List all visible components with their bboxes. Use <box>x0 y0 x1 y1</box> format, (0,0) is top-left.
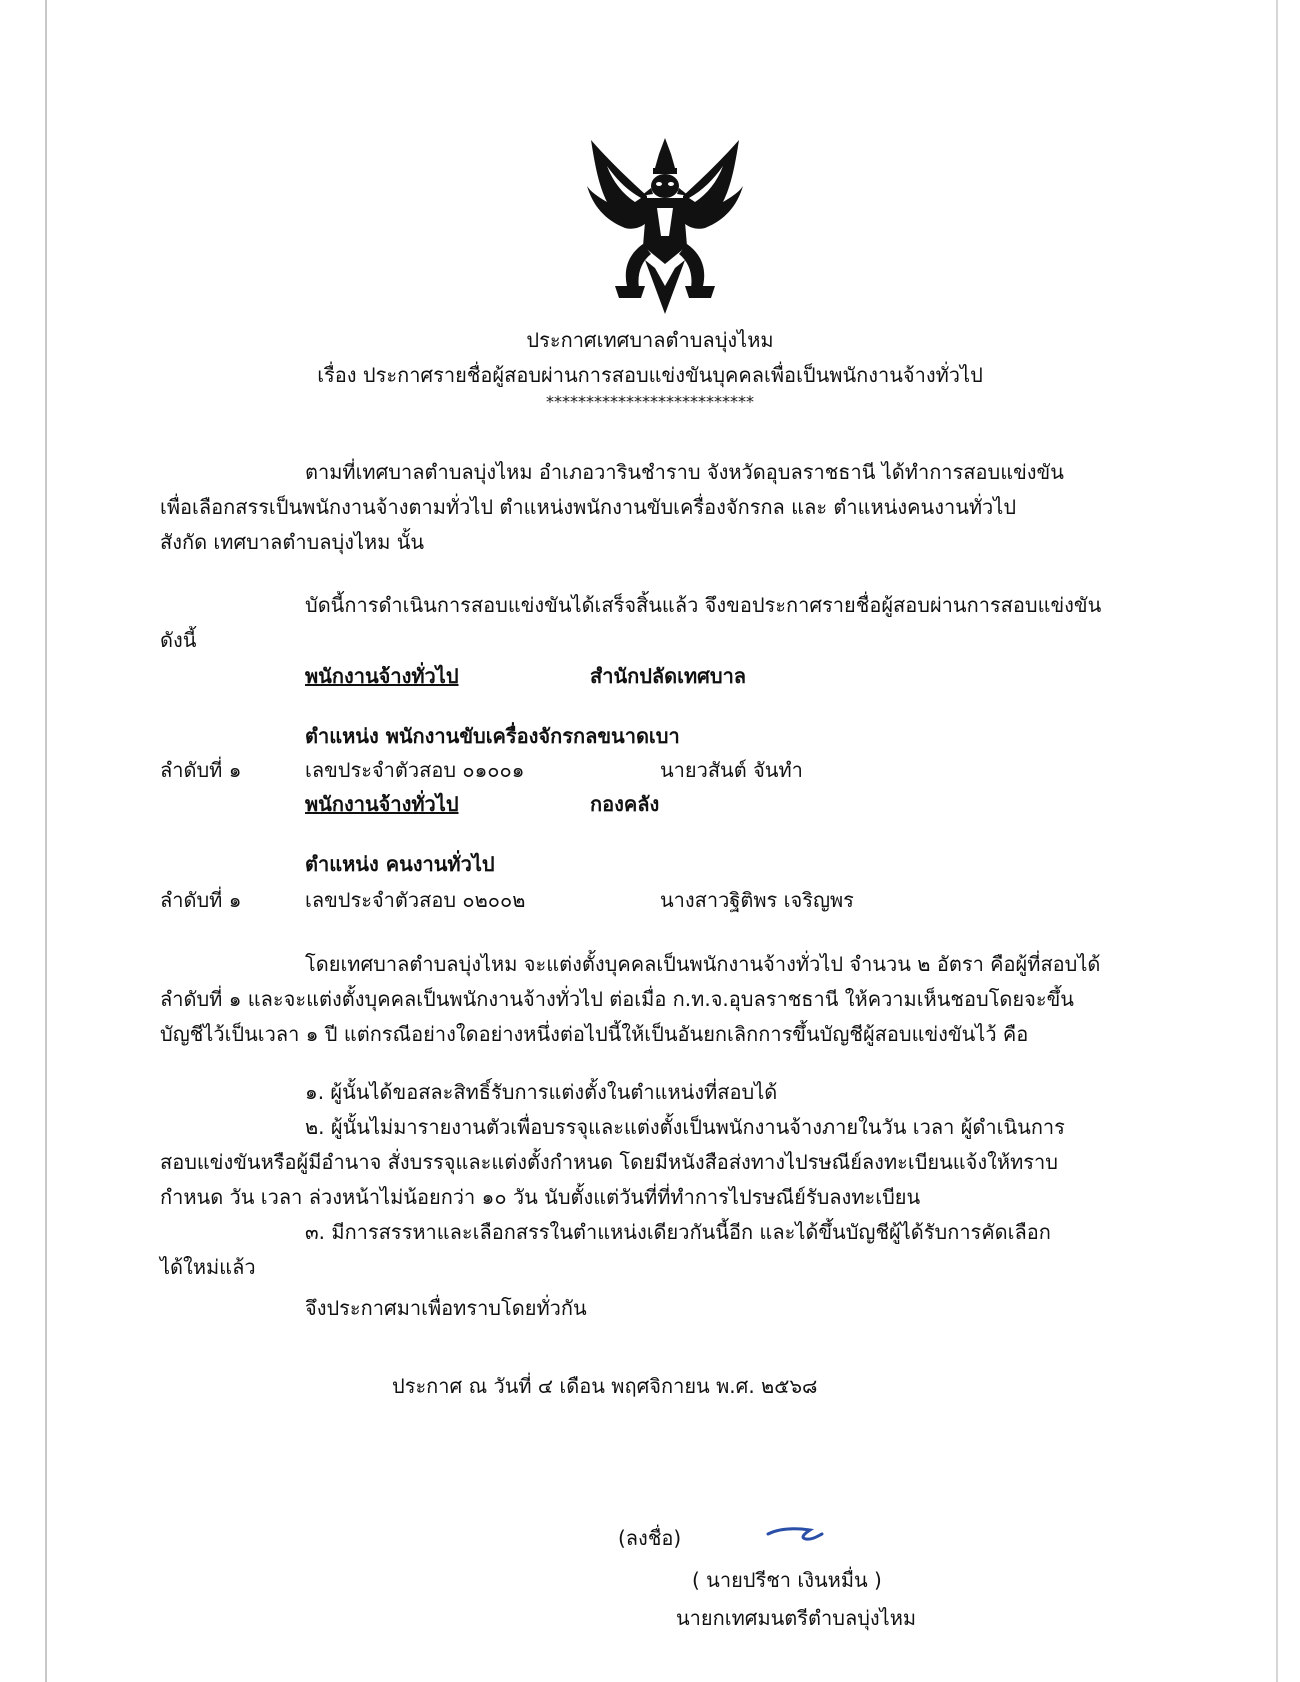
signatory-name: ( นายปรีชา เงินหมื่น ) <box>692 1568 882 1592</box>
announcement-subject: เรื่อง ประกาศรายชื่อผู้สอบผ่านการสอบแข่งขันบุคคลเพื่อเป็นพนักงานจ้างทั่วไป <box>317 363 983 387</box>
appointment-line-1: โดยเทศบาลตำบลบุ่งไหม จะแต่งตั้งบุคคลเป็นพนักงานจ้างทั่วไป จำนวน ๒ อัตรา คือผู้ที่สอบได้ <box>305 952 1101 976</box>
section-2-unit: กองคลัง <box>590 792 660 816</box>
scan-left-edge <box>45 0 47 1682</box>
section-1-position: ตำแหน่ง พนักงานขับเครื่องจักรกลขนาดเบา <box>305 724 680 748</box>
announce-line-2: ดังนี้ <box>160 628 197 652</box>
announcement-title: ประกาศเทศบาลตำบลบุ่งไหม <box>526 328 774 352</box>
appointment-line-3: บัญชีไว้เป็นเวลา ๑ ปี แต่กรณีอย่างใดอย่างหนึ่งต่อไปนี้ให้เป็นอันยกเลิกการขึ้นบัญชีผู้สอบแข่งขันไว้ คือ <box>160 1022 1029 1046</box>
condition-3-line-1: ๓. มีการสรรหาและเลือกสรรในตำแหน่งเดียวกันนี้อีก และได้ขึ้นบัญชีผู้ได้รับการคัดเลือก <box>305 1220 1051 1244</box>
section-2-type: พนักงานจ้างทั่วไป <box>305 792 459 816</box>
handwritten-signature <box>766 1522 826 1544</box>
sign-label: (ลงชื่อ) <box>618 1526 682 1550</box>
section-2-exam-id: เลขประจำตัวสอบ ๐๒๐๐๒ <box>305 888 526 912</box>
condition-2-line-3: กำหนด วัน เวลา ล่วงหน้าไม่น้อยกว่า ๑๐ วัน นับตั้งแต่วันที่ที่ทำการไปรษณีย์รับลงทะเบียน <box>160 1185 921 1209</box>
intro-line-1: ตามที่เทศบาลตำบลบุ่งไหม อำเภอวารินชำราบ จังหวัดอุบลราชธานี ได้ทำการสอบแข่งขัน <box>305 460 1064 484</box>
announce-line-1: บัดนี้การดำเนินการสอบแข่งขันได้เสร็จสิ้นแล้ว จึงขอประกาศรายชื่อผู้สอบผ่านการสอบแข่งขัน <box>305 593 1102 617</box>
scan-right-edge <box>1276 0 1278 1682</box>
intro-line-3: สังกัด เทศบาลตำบลบุ่งไหม นั้น <box>160 530 425 554</box>
intro-line-2: เพื่อเลือกสรรเป็นพนักงานจ้างตามทั่วไป ตำแหน่งพนักงานขับเครื่องจักรกล และ ตำแหน่งคนงานทั่วไป <box>160 495 1017 519</box>
section-2-rank: ลำดับที่ ๑ <box>160 888 242 912</box>
section-1-name: นายวสันต์ จันทำ <box>660 758 803 782</box>
section-1-exam-id: เลขประจำตัวสอบ ๐๑๐๐๑ <box>305 758 525 782</box>
section-2-position: ตำแหน่ง คนงานทั่วไป <box>305 852 495 876</box>
appointment-line-2: ลำดับที่ ๑ และจะแต่งตั้งบุคคลเป็นพนักงานจ้างทั่วไป ต่อเมื่อ ก.ท.จ.อุบลราชธานี ให้ความเห็นชอบโดยจะขึ้น <box>160 987 1074 1011</box>
condition-1: ๑. ผู้นั้นได้ขอสละสิทธิ์รับการแต่งตั้งในตำแหน่งที่สอบได้ <box>305 1080 778 1104</box>
closing-line: จึงประกาศมาเพื่อทราบโดยทั่วกัน <box>305 1296 587 1320</box>
section-1-unit: สำนักปลัดเทศบาล <box>590 664 747 688</box>
section-1-type: พนักงานจ้างทั่วไป <box>305 664 459 688</box>
condition-3-line-2: ได้ใหม่แล้ว <box>160 1255 256 1279</box>
condition-2-line-2: สอบแข่งขันหรือผู้มีอำนาจ สั่งบรรจุและแต่งตั้งกำหนด โดยมีหนังสือส่งทางไปรษณีย์ลงทะเบียนแจ้งให้ทราบ <box>160 1150 1058 1174</box>
signatory-title: นายกเทศมนตรีตำบลบุ่งไหม <box>676 1606 917 1630</box>
condition-2-line-1: ๒. ผู้นั้นไม่มารายงานตัวเพื่อบรรจุและแต่งตั้งเป็นพนักงานจ้างภายในวัน เวลา ผู้ดำเนินการ <box>305 1115 1065 1139</box>
section-2-name: นางสาวฐิติพร เจริญพร <box>660 888 854 912</box>
divider-stars: ************************** <box>546 392 754 411</box>
garuda-emblem-icon <box>585 136 745 316</box>
section-1-rank: ลำดับที่ ๑ <box>160 758 242 782</box>
date-line: ประกาศ ณ วันที่ ๔ เดือน พฤศจิกายน พ.ศ. ๒๕๖๘ <box>392 1374 818 1398</box>
